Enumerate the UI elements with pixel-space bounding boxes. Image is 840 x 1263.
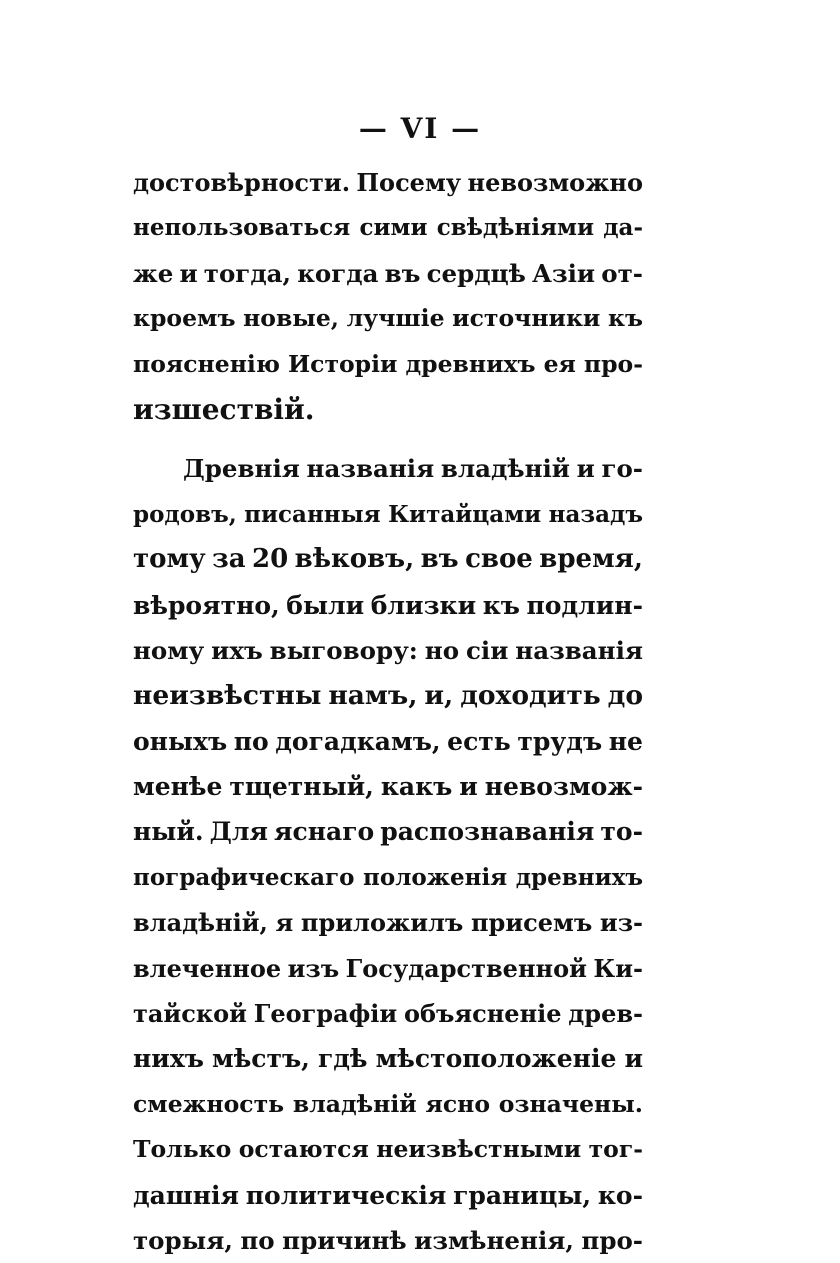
text-line — [133, 900, 643, 945]
word: владѣній, — [133, 908, 268, 938]
text-line — [133, 855, 643, 900]
text-line — [133, 991, 643, 1036]
text-line — [133, 205, 643, 250]
text-line — [133, 673, 643, 718]
word: вѣроятно, — [133, 590, 280, 620]
word: владѣній — [292, 1089, 417, 1118]
word: приложилъ — [300, 908, 464, 938]
word: Древнія — [183, 454, 300, 484]
word: древнихъ — [515, 863, 643, 891]
word: тогда, — [203, 258, 292, 288]
word: распознаванія — [380, 817, 595, 847]
word: кроемъ — [133, 304, 236, 333]
word: названія — [515, 635, 643, 665]
word: близки — [370, 590, 477, 620]
word: названія — [306, 454, 435, 484]
word: сердцѣ — [426, 258, 526, 288]
word: я — [275, 908, 294, 938]
word: новые, — [243, 304, 339, 333]
word: положенія — [363, 863, 508, 891]
word: торыя, — [133, 1225, 233, 1255]
text-line — [133, 342, 643, 387]
word: древ- — [568, 999, 643, 1029]
word: означены. — [498, 1089, 643, 1118]
word: границы, — [453, 1180, 592, 1210]
text-line — [133, 1082, 643, 1127]
word: назадъ — [548, 500, 643, 528]
word: намъ, — [328, 680, 418, 712]
word: яснаго — [274, 817, 375, 847]
word: лучшіе — [346, 304, 445, 333]
word: Ки- — [593, 953, 643, 983]
word: свѣдѣніями — [436, 214, 595, 242]
word: доходить — [460, 680, 601, 712]
text-line — [133, 764, 643, 809]
word: и — [576, 454, 595, 484]
text-line — [133, 160, 643, 205]
word: но — [424, 635, 460, 665]
word: го- — [601, 454, 643, 484]
word: и — [624, 1044, 643, 1074]
word: и, — [424, 680, 454, 712]
word: Азіи — [532, 258, 596, 288]
word: древнихъ — [405, 349, 536, 378]
word: тог- — [588, 1135, 643, 1164]
paragraph-gap — [133, 432, 643, 446]
word: изъ — [287, 953, 340, 983]
text-line — [133, 583, 643, 628]
body-text — [133, 160, 643, 1263]
word: ясно — [425, 1089, 491, 1118]
word: владѣній — [440, 454, 570, 484]
word: пографическаго — [133, 863, 355, 891]
word: про- — [581, 1225, 643, 1255]
text-line — [133, 719, 643, 764]
word: ному — [133, 635, 205, 665]
word: подлин- — [526, 590, 643, 620]
word: писанныя — [244, 500, 381, 528]
word: ихъ — [211, 635, 263, 665]
word: мѣстъ, — [212, 1044, 310, 1074]
word: влеченное — [133, 953, 282, 983]
word: неизвѣстными — [376, 1135, 582, 1164]
word: и — [459, 772, 478, 802]
word: въ — [384, 258, 421, 288]
word: изшествій. — [133, 392, 315, 426]
word: Для — [209, 817, 268, 847]
word: не — [608, 726, 643, 756]
word: остаются — [238, 1135, 369, 1164]
word: же — [133, 258, 174, 288]
word: были — [286, 590, 365, 620]
word: трудъ — [517, 726, 603, 756]
text-line — [133, 628, 643, 673]
word: догадкамъ, — [275, 726, 441, 756]
word: невозможно — [467, 168, 643, 197]
word: сими — [359, 214, 428, 242]
word: Только — [133, 1135, 232, 1164]
word: непользоваться — [133, 214, 351, 242]
word: Исторіи — [287, 349, 398, 378]
word: въ — [420, 544, 459, 575]
word: Географіи — [253, 999, 398, 1029]
word: от- — [601, 258, 643, 288]
word: по — [240, 1225, 275, 1255]
word: тщетный, — [229, 772, 374, 802]
text-line — [133, 1218, 643, 1263]
text-line — [133, 387, 643, 432]
text-line — [133, 492, 643, 537]
word: смежность — [133, 1089, 285, 1118]
word: мѣстоположеніе — [375, 1044, 617, 1074]
word: менѣе — [133, 772, 223, 802]
text-line — [133, 1036, 643, 1081]
word: оныхъ — [133, 726, 228, 756]
word: тайской — [133, 999, 247, 1029]
word: по — [233, 726, 269, 756]
word: время, — [539, 544, 643, 575]
word: невозмож- — [484, 772, 643, 802]
text-line — [133, 296, 643, 341]
word: дашнія — [133, 1180, 239, 1210]
text-line — [133, 251, 643, 296]
word: достовѣрности. — [133, 168, 351, 197]
word: тому — [133, 544, 206, 575]
page-number: — VI — — [358, 112, 482, 145]
word: да- — [603, 214, 643, 242]
word: вѣковъ, — [294, 544, 415, 575]
text-line — [133, 1173, 643, 1218]
word: ея — [543, 349, 576, 378]
word: выговору: — [269, 635, 418, 665]
word: политическія — [245, 1180, 447, 1210]
word: неизвѣстны — [133, 680, 322, 712]
word: поясненію — [133, 349, 280, 378]
word: ко- — [597, 1180, 643, 1210]
word: измѣненія, — [414, 1225, 574, 1255]
word: когда — [297, 258, 379, 288]
word: источники — [452, 304, 601, 333]
word: есть — [447, 726, 511, 756]
word: то- — [600, 817, 643, 847]
word: Китайцами — [388, 500, 542, 528]
word: про- — [583, 349, 643, 378]
paragraph-2 — [133, 446, 643, 1263]
paragraph-1 — [133, 160, 643, 432]
word: 20 — [252, 544, 289, 575]
text-line — [133, 1127, 643, 1172]
text-line — [133, 946, 643, 991]
word: какъ — [380, 772, 453, 802]
word: присемъ — [470, 908, 593, 938]
word: свое — [465, 544, 533, 575]
word: из- — [599, 908, 643, 938]
word: сіи — [465, 635, 509, 665]
word: Государственной — [345, 953, 587, 983]
word: родовъ, — [133, 500, 237, 528]
word: до — [607, 680, 643, 712]
word: нихъ — [133, 1044, 204, 1074]
word: ный. — [133, 817, 204, 847]
word: къ — [482, 590, 520, 620]
word: Посему — [356, 168, 462, 197]
word: гдѣ — [317, 1044, 368, 1074]
word: причинѣ — [282, 1225, 407, 1255]
text-line — [133, 446, 643, 491]
word: къ — [607, 304, 643, 333]
word: за — [212, 544, 246, 575]
text-line — [133, 809, 643, 854]
word: и — [179, 258, 198, 288]
text-line — [133, 537, 643, 582]
word: объясненіе — [403, 999, 562, 1029]
